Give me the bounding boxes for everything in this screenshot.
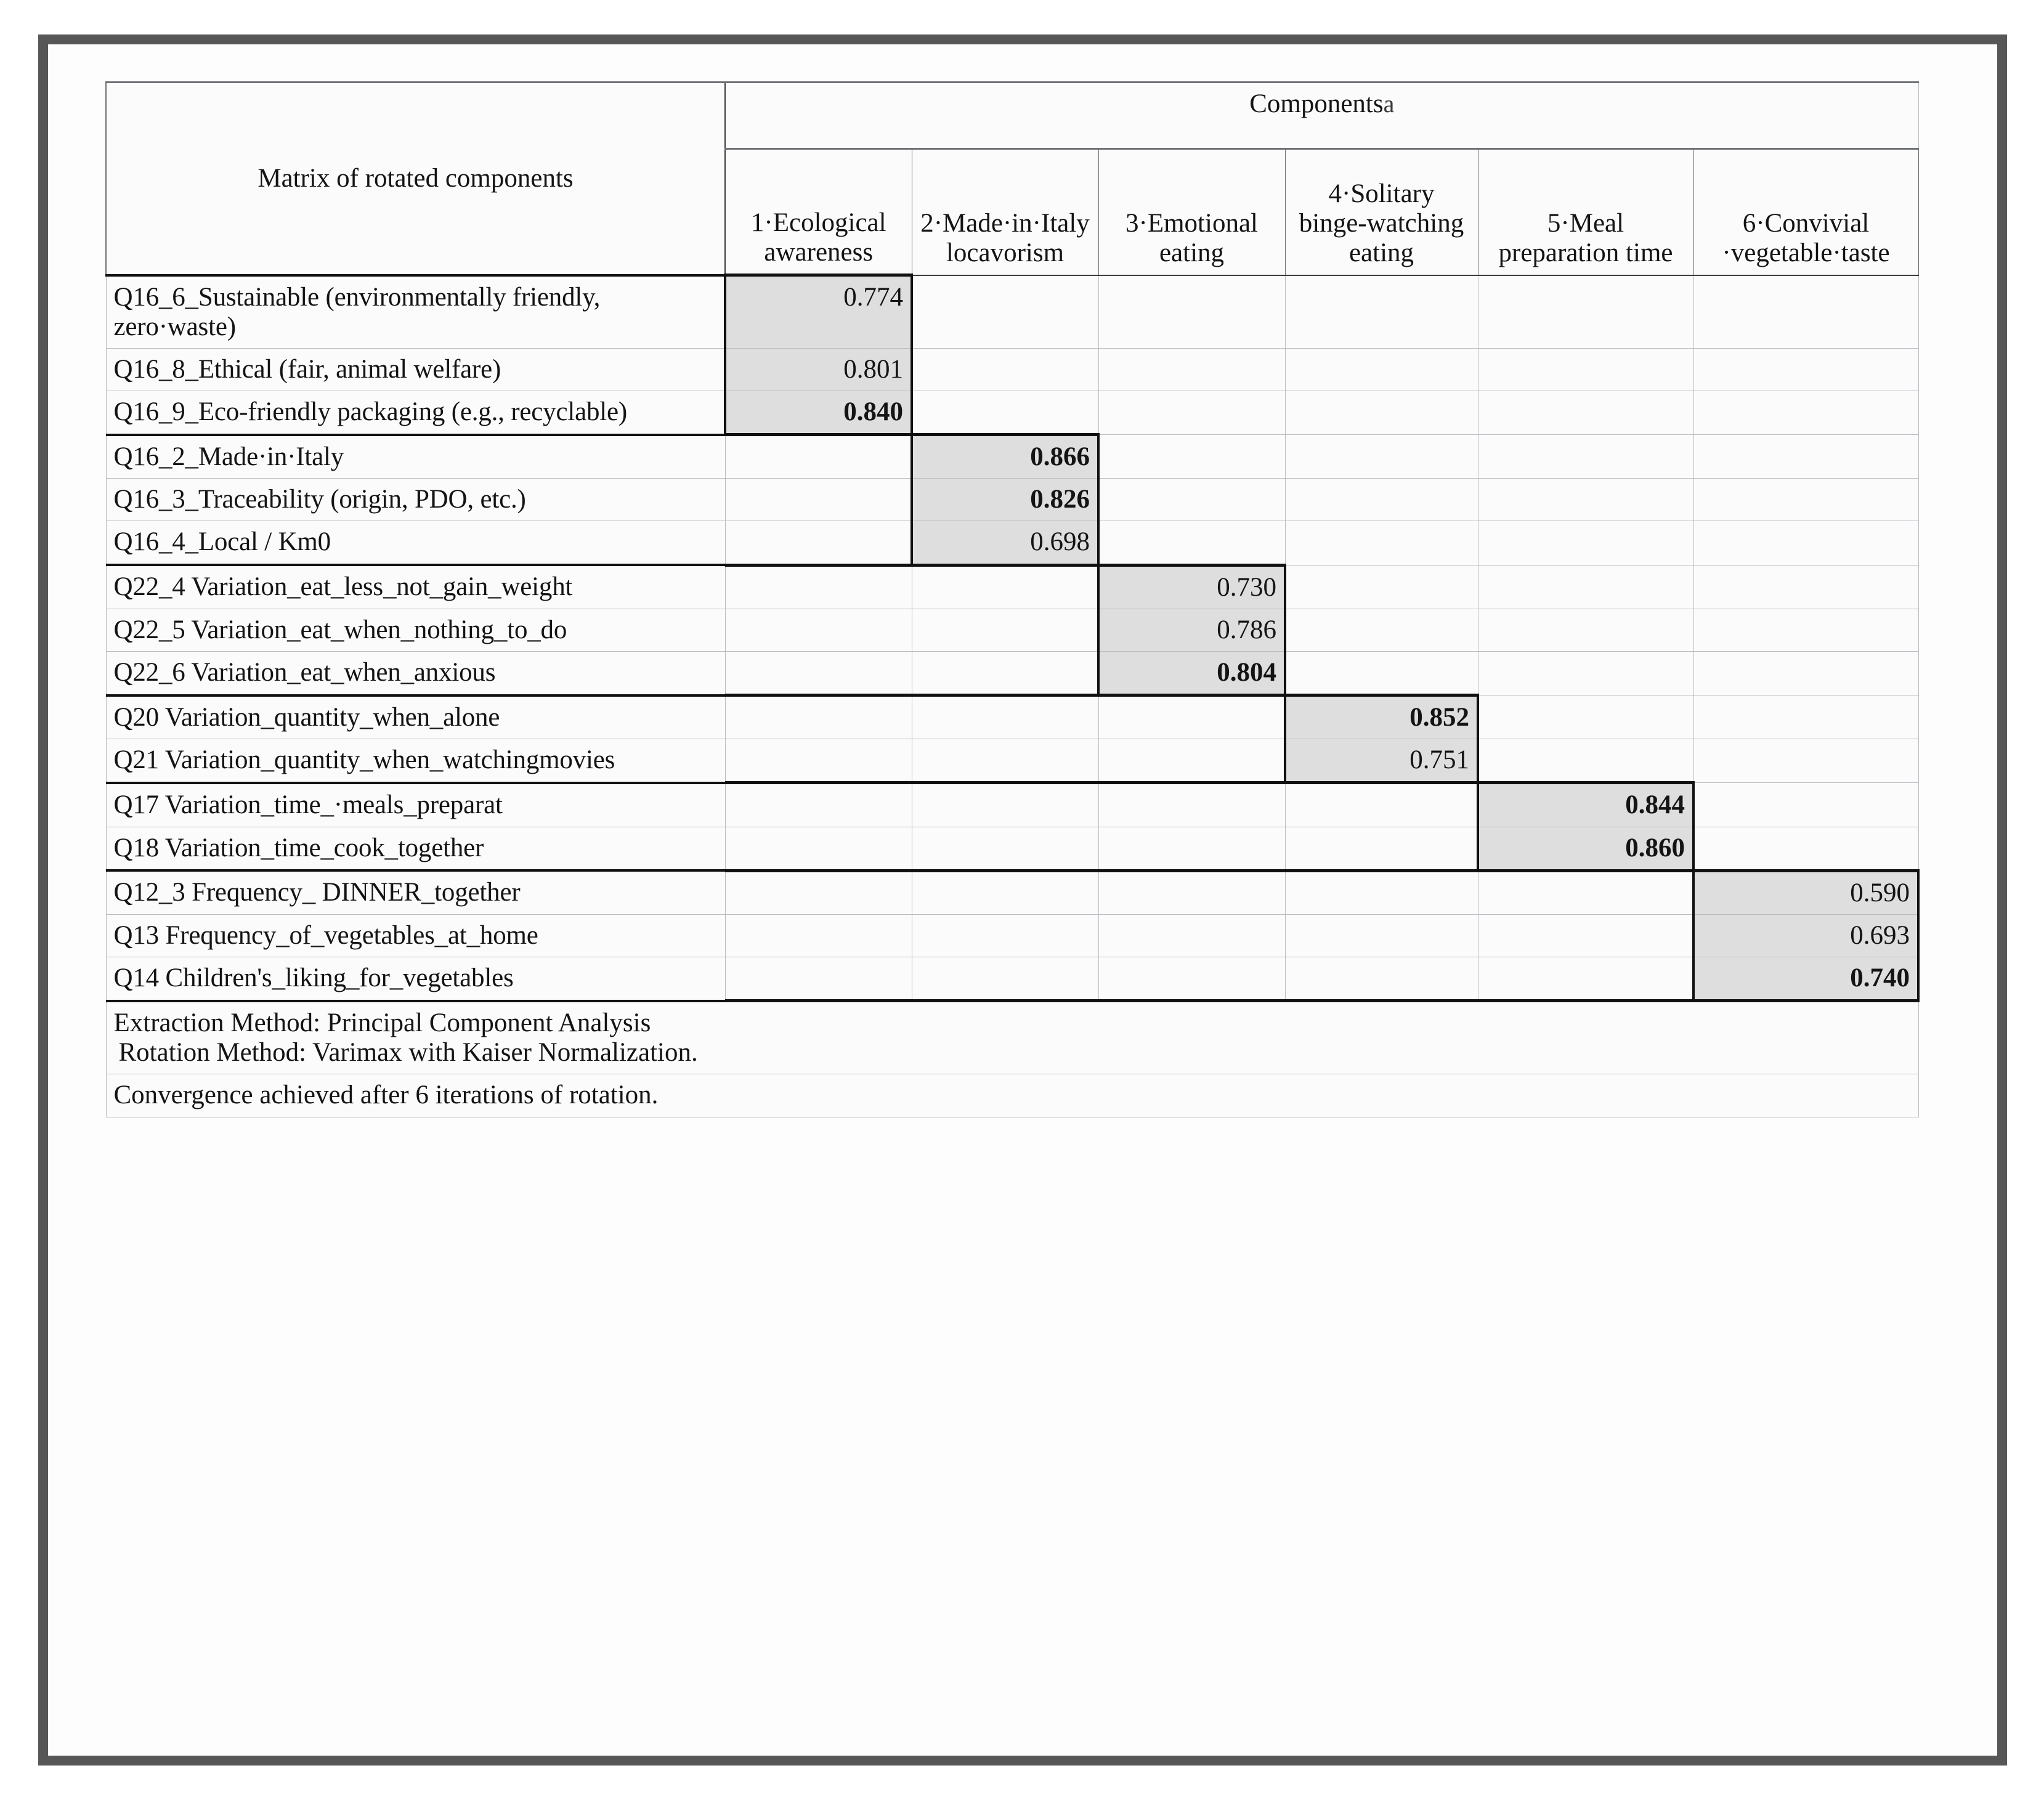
- loading-value-cell: 0.751: [1285, 739, 1478, 783]
- empty-value-cell: [1478, 275, 1693, 349]
- empty-value-cell: [912, 348, 1098, 391]
- empty-value-cell: [1098, 275, 1285, 349]
- rotation-method-line: Rotation Method: Varimax with Kaiser Normalization.: [118, 1038, 698, 1068]
- empty-value-cell: [1285, 827, 1478, 870]
- empty-value-cell: [1478, 348, 1693, 391]
- table-row: [106, 957, 1918, 1001]
- loading-value-cell: 0.804: [1098, 651, 1285, 695]
- row-label: Q16_2_Made·in·Italy: [106, 435, 725, 479]
- column-header-1: 1·Ecological awareness: [725, 149, 912, 275]
- empty-value-cell: [725, 827, 912, 870]
- empty-value-cell: [725, 609, 912, 651]
- empty-value-cell: [1098, 914, 1285, 957]
- table-corner-title: Matrix of rotated components: [106, 83, 725, 275]
- empty-value-cell: [1693, 739, 1918, 783]
- empty-value-cell: [1478, 651, 1693, 695]
- empty-value-cell: [912, 275, 1098, 349]
- table-footer: [106, 1001, 1918, 1117]
- empty-value-cell: [725, 957, 912, 1001]
- table-row: [106, 914, 1918, 957]
- components-group-header-label: Components: [1249, 89, 1384, 118]
- empty-value-cell: [725, 739, 912, 783]
- loading-value-cell: 0.866: [912, 435, 1098, 479]
- column-header-3: 3·Emotional eating: [1098, 149, 1285, 275]
- empty-value-cell: [1693, 695, 1918, 739]
- empty-value-cell: [1098, 827, 1285, 870]
- table-row: [106, 783, 1918, 827]
- empty-value-cell: [1478, 479, 1693, 521]
- empty-value-cell: [1693, 521, 1918, 565]
- empty-value-cell: [912, 827, 1098, 870]
- row-label: Q22_6 Variation_eat_when_anxious: [106, 651, 725, 695]
- table-row: [106, 651, 1918, 695]
- loading-value-cell: 0.852: [1285, 695, 1478, 739]
- empty-value-cell: [1098, 870, 1285, 914]
- row-label: Q20 Variation_quantity_when_alone: [106, 695, 725, 739]
- components-group-header-superscript: a: [1383, 90, 1395, 118]
- row-label: Q16_6_Sustainable (environmentally friendly, zero·waste): [106, 275, 725, 349]
- empty-value-cell: [1098, 521, 1285, 565]
- table-row: [106, 348, 1918, 391]
- empty-value-cell: [1693, 827, 1918, 870]
- row-label: Q16_3_Traceability (origin, PDO, etc.): [106, 479, 725, 521]
- empty-value-cell: [725, 435, 912, 479]
- empty-value-cell: [1285, 914, 1478, 957]
- empty-value-cell: [1478, 521, 1693, 565]
- empty-value-cell: [1478, 914, 1693, 957]
- column-header-5: 5·Meal preparation time: [1478, 149, 1693, 275]
- empty-value-cell: [912, 565, 1098, 609]
- empty-value-cell: [725, 479, 912, 521]
- table-row: [106, 609, 1918, 651]
- extraction-method-note: [106, 1001, 1918, 1074]
- empty-value-cell: [1478, 870, 1693, 914]
- image-frame: [38, 34, 2007, 1766]
- empty-value-cell: [725, 695, 912, 739]
- convergence-note: Convergence achieved after 6 iterations of rotation.: [106, 1074, 1918, 1117]
- table-row: [106, 521, 1918, 565]
- frame-interior: [48, 44, 1997, 1756]
- loading-value-cell: 0.801: [725, 348, 912, 391]
- table-row: [106, 275, 1918, 349]
- empty-value-cell: [1478, 565, 1693, 609]
- empty-value-cell: [912, 609, 1098, 651]
- table-row: [106, 870, 1918, 914]
- empty-value-cell: [1693, 783, 1918, 827]
- empty-value-cell: [1693, 479, 1918, 521]
- loading-value-cell: 0.693: [1693, 914, 1918, 957]
- empty-value-cell: [725, 870, 912, 914]
- empty-value-cell: [1693, 275, 1918, 349]
- empty-value-cell: [1478, 695, 1693, 739]
- row-label: Q18 Variation_time_cook_together: [106, 827, 725, 870]
- empty-value-cell: [1098, 391, 1285, 434]
- empty-value-cell: [912, 957, 1098, 1001]
- loading-value-cell: 0.826: [912, 479, 1098, 521]
- rotated-components-table: [105, 81, 1920, 1117]
- loading-value-cell: 0.590: [1693, 870, 1918, 914]
- loading-value-cell: 0.786: [1098, 609, 1285, 651]
- empty-value-cell: [1098, 435, 1285, 479]
- table-row: [106, 565, 1918, 609]
- empty-value-cell: [912, 695, 1098, 739]
- empty-value-cell: [1285, 521, 1478, 565]
- empty-value-cell: [1285, 565, 1478, 609]
- rotated-components-table-container: [105, 81, 1918, 1117]
- loading-value-cell: 0.840: [725, 391, 912, 434]
- empty-value-cell: [1285, 957, 1478, 1001]
- row-label: Q17 Variation_time_·meals_preparat: [106, 783, 725, 827]
- loading-value-cell: 0.698: [912, 521, 1098, 565]
- loading-value-cell: 0.730: [1098, 565, 1285, 609]
- loading-value-cell: 0.860: [1478, 827, 1693, 870]
- empty-value-cell: [1098, 783, 1285, 827]
- table-row: [106, 391, 1918, 434]
- loading-value-cell: 0.774: [725, 275, 912, 349]
- row-label: Q13 Frequency_of_vegetables_at_home: [106, 914, 725, 957]
- empty-value-cell: [1285, 275, 1478, 349]
- empty-value-cell: [1285, 391, 1478, 434]
- empty-value-cell: [1693, 565, 1918, 609]
- footer-row-convergence: [106, 1074, 1918, 1117]
- empty-value-cell: [1098, 695, 1285, 739]
- extraction-method-line: Extraction Method: Principal Component Analysis: [113, 1008, 651, 1038]
- empty-value-cell: [1098, 739, 1285, 783]
- empty-value-cell: [1693, 609, 1918, 651]
- empty-value-cell: [1285, 348, 1478, 391]
- empty-value-cell: [725, 651, 912, 695]
- empty-value-cell: [912, 783, 1098, 827]
- table-body: [106, 275, 1918, 1001]
- empty-value-cell: [912, 739, 1098, 783]
- row-label: Q22_4 Variation_eat_less_not_gain_weight: [106, 565, 725, 609]
- components-group-header: [725, 83, 1918, 149]
- column-header-4: 4·Solitary binge-watching eating: [1285, 149, 1478, 275]
- empty-value-cell: [912, 391, 1098, 434]
- empty-value-cell: [1693, 391, 1918, 434]
- table-row: [106, 695, 1918, 739]
- empty-value-cell: [1285, 870, 1478, 914]
- empty-value-cell: [1478, 739, 1693, 783]
- empty-value-cell: [1285, 651, 1478, 695]
- header-row-group: [106, 83, 1918, 149]
- footer-row-methods: [106, 1001, 1918, 1074]
- row-label: Q22_5 Variation_eat_when_nothing_to_do: [106, 609, 725, 651]
- empty-value-cell: [725, 914, 912, 957]
- table-row: [106, 739, 1918, 783]
- row-label: Q21 Variation_quantity_when_watchingmovies: [106, 739, 725, 783]
- empty-value-cell: [1285, 609, 1478, 651]
- row-label: Q12_3 Frequency_ DINNER_together: [106, 870, 725, 914]
- empty-value-cell: [1098, 348, 1285, 391]
- table-header: [106, 83, 1918, 275]
- empty-value-cell: [1098, 479, 1285, 521]
- empty-value-cell: [725, 783, 912, 827]
- empty-value-cell: [1285, 435, 1478, 479]
- row-label: Q16_4_Local / Km0: [106, 521, 725, 565]
- empty-value-cell: [1098, 957, 1285, 1001]
- column-header-6: 6·Convivial ·vegetable·taste: [1693, 149, 1918, 275]
- table-row: [106, 479, 1918, 521]
- empty-value-cell: [1693, 651, 1918, 695]
- empty-value-cell: [1693, 348, 1918, 391]
- row-label: Q16_9_Eco-friendly packaging (e.g., recyclable): [106, 391, 725, 434]
- empty-value-cell: [1478, 957, 1693, 1001]
- empty-value-cell: [725, 565, 912, 609]
- empty-value-cell: [1285, 783, 1478, 827]
- empty-value-cell: [912, 914, 1098, 957]
- empty-value-cell: [912, 870, 1098, 914]
- row-label: Q14 Children's_liking_for_vegetables: [106, 957, 725, 1001]
- row-label: Q16_8_Ethical (fair, animal welfare): [106, 348, 725, 391]
- empty-value-cell: [1478, 609, 1693, 651]
- empty-value-cell: [1478, 391, 1693, 434]
- empty-value-cell: [725, 521, 912, 565]
- empty-value-cell: [1693, 435, 1918, 479]
- column-header-2: 2·Made·in·Italy locavorism: [912, 149, 1098, 275]
- empty-value-cell: [1478, 435, 1693, 479]
- table-row: [106, 827, 1918, 870]
- empty-value-cell: [912, 651, 1098, 695]
- empty-value-cell: [1285, 479, 1478, 521]
- loading-value-cell: 0.844: [1478, 783, 1693, 827]
- loading-value-cell: 0.740: [1693, 957, 1918, 1001]
- table-row: [106, 435, 1918, 479]
